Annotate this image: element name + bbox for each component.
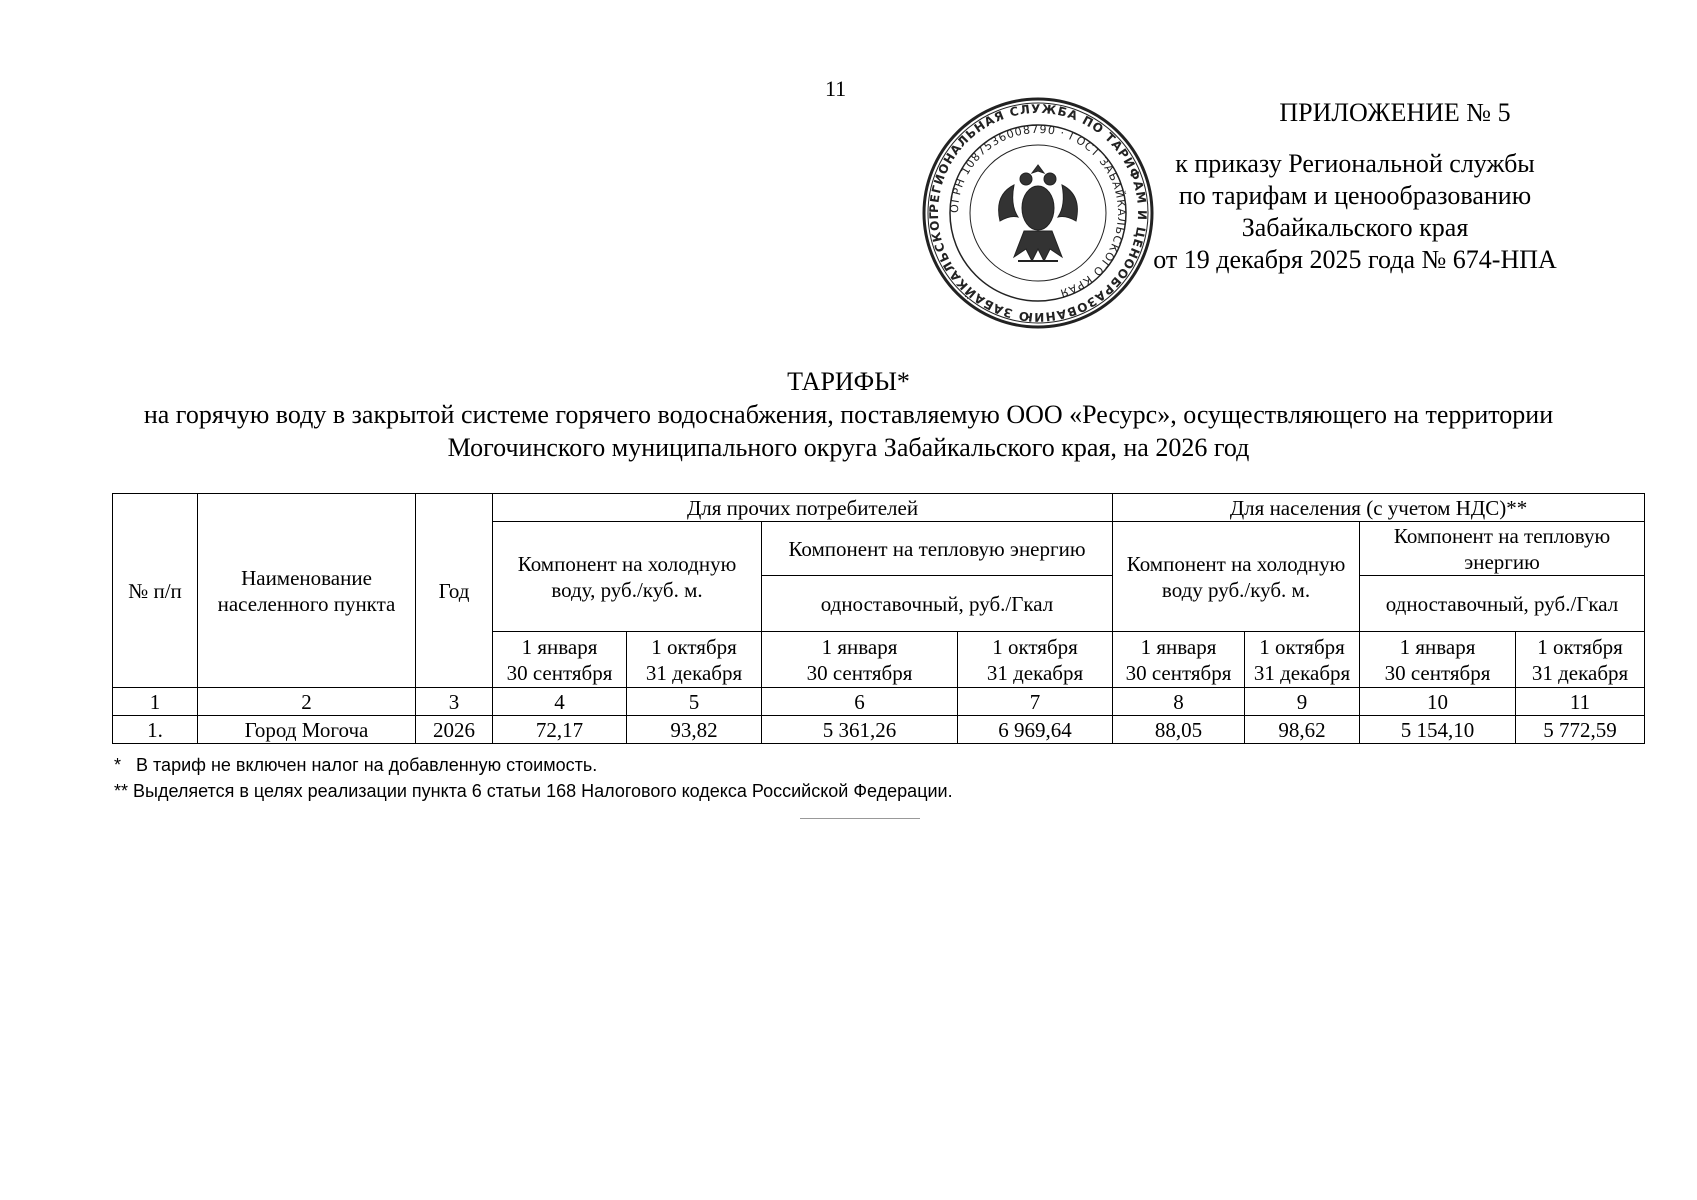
stamp-inner-text: ОГРН 1087536008790 · ГОСТ ЗАБАЙКАЛЬСКОГО КРАЯ: [947, 122, 1129, 300]
header-heat-pop: Компонент на тепловую энергию: [1360, 522, 1645, 576]
header-cold-water-other: Компонент на холодную воду, руб./куб. м.: [493, 522, 762, 632]
header-heat-other-unit: одноставочный, руб./Гкал: [762, 576, 1113, 632]
row-num: 1.: [113, 716, 198, 744]
document-subtitle: на горячую воду в закрытой системе горячего водоснабжения, поставляемую ООО «Ресурс», осуществляющего на территории Могочинского муниципального округа Забайкальского края, на 2026 год: [143, 400, 1554, 462]
page-number: 11: [825, 76, 847, 101]
row-year: 2026: [416, 716, 493, 744]
document-title: ТАРИФЫ*: [787, 367, 910, 396]
period-cell: 1 октября 31 декабря: [627, 632, 762, 688]
period-cell: 1 января 30 сентября: [1113, 632, 1245, 688]
footnotes: [114, 752, 953, 804]
index-cell: 9: [1245, 688, 1360, 716]
header-year: Год: [416, 494, 493, 688]
footnote-1: * В тариф не включен налог на добавленную стоимость.: [114, 755, 598, 775]
row-value: 93,82: [627, 716, 762, 744]
index-cell: 11: [1516, 688, 1645, 716]
index-cell: 2: [198, 688, 416, 716]
period-cell: 1 октября 31 декабря: [1516, 632, 1645, 688]
row-value: 5 154,10: [1360, 716, 1516, 744]
index-cell: 1: [113, 688, 198, 716]
row-value: 72,17: [493, 716, 627, 744]
row-value: 5 772,59: [1516, 716, 1645, 744]
header-heat-other: Компонент на тепловую энергию: [762, 522, 1113, 576]
header-cold-water-pop: Компонент на холодную воду руб./куб. м.: [1113, 522, 1360, 632]
header-name: Наименование населенного пункта: [198, 494, 416, 688]
header-heat-pop-unit: одноставочный, руб./Гкал: [1360, 576, 1645, 632]
end-divider: [800, 818, 920, 819]
row-name: Город Могоча: [198, 716, 416, 744]
coat-of-arms-icon: [999, 165, 1078, 261]
appendix-block: [1140, 98, 1570, 276]
appendix-line-1: к приказу Региональной службы: [1175, 149, 1535, 178]
period-cell: 1 января 30 сентября: [762, 632, 958, 688]
index-cell: 3: [416, 688, 493, 716]
appendix-line-4: от 19 декабря 2025 года № 674-НПА: [1153, 245, 1557, 274]
appendix-title: ПРИЛОЖЕНИЕ № 5: [1279, 98, 1511, 127]
appendix-line-2: по тарифам и ценообразованию: [1178, 181, 1532, 210]
footnote-2: ** Выделяется в целях реализации пункта 6 статьи 168 Налогового кодекса Российской Федерации.: [114, 781, 953, 801]
table-row: [113, 716, 1645, 744]
header-group-population: Для населения (с учетом НДС)**: [1113, 494, 1645, 522]
stamp-seal-icon: [918, 93, 1158, 333]
header-num: № п/п: [113, 494, 198, 688]
row-value: 98,62: [1245, 716, 1360, 744]
period-cell: 1 января 30 сентября: [493, 632, 627, 688]
index-cell: 8: [1113, 688, 1245, 716]
tariffs-table: [112, 493, 1645, 744]
period-cell: 1 января 30 сентября: [1360, 632, 1516, 688]
period-cell: 1 октября 31 декабря: [958, 632, 1113, 688]
document-heading: [0, 366, 1697, 464]
index-cell: 4: [493, 688, 627, 716]
header-group-other: Для прочих потребителей: [493, 494, 1113, 522]
index-cell: 5: [627, 688, 762, 716]
row-value: 5 361,26: [762, 716, 958, 744]
appendix-line-3: Забайкальского края: [1241, 213, 1469, 242]
row-value: 6 969,64: [958, 716, 1113, 744]
index-cell: 7: [958, 688, 1113, 716]
row-value: 88,05: [1113, 716, 1245, 744]
column-index-row: [113, 688, 1645, 716]
index-cell: 10: [1360, 688, 1516, 716]
official-stamp: [918, 93, 1158, 333]
index-cell: 6: [762, 688, 958, 716]
period-cell: 1 октября 31 декабря: [1245, 632, 1360, 688]
stamp-outer-text: РЕГИОНАЛЬНАЯ СЛУЖБА ПО ТАРИФАМ И ЦЕНООБРАЗОВАНИЮ ЗАБАЙКАЛЬСКОГ: [926, 101, 1150, 325]
